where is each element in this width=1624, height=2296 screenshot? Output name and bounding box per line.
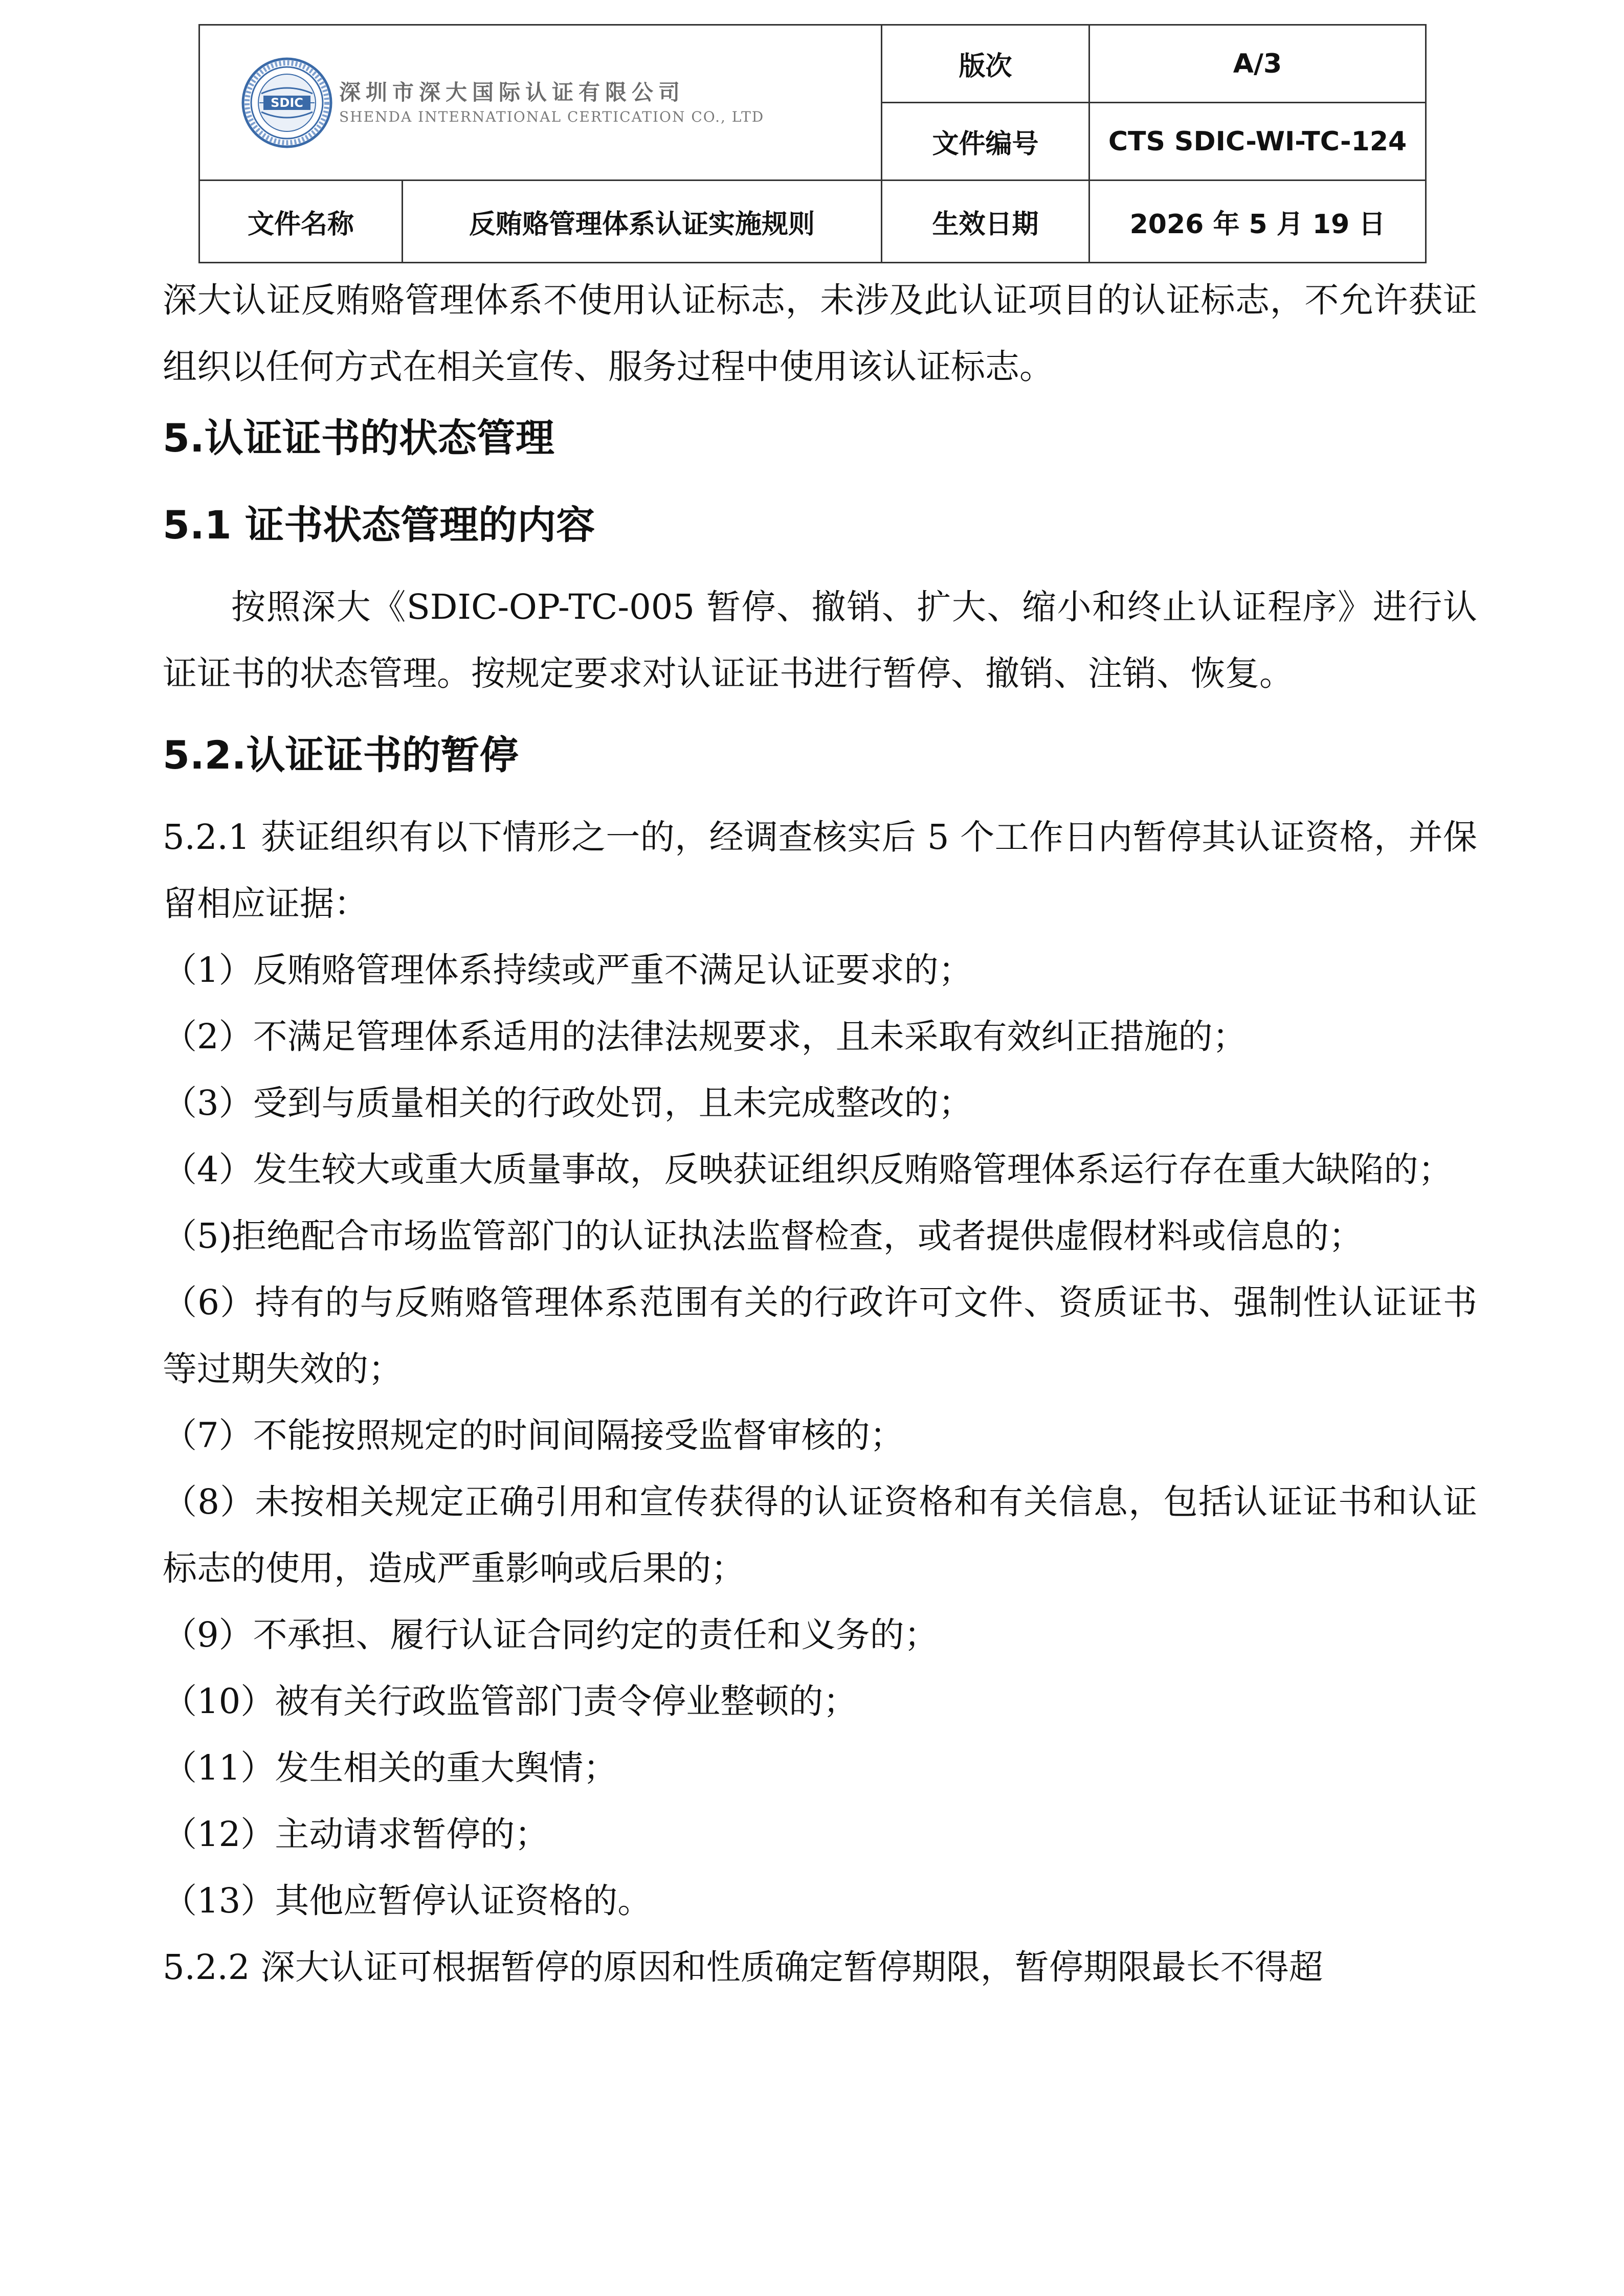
company-name-cn: 深圳市深大国际认证有限公司 [339,79,685,105]
list-item: （7）不能按照规定的时间间隔接受监督审核的； [163,1415,904,1455]
section-5-1-paragraph: 按照深大《SDIC-OP-TC-005 暂停、撤销、扩大、缩小和终止认证程序》进行认证证书的状态管理。按规定要求对认证证书进行暂停、撤销、注销、恢复。 [163,587,1477,693]
effective-date-label: 生效日期 [882,181,1089,263]
company-logo-cell [199,25,882,181]
list-item: （4）发生较大或重大质量事故，反映获证组织反贿赂管理体系运行存在重大缺陷的； [163,1150,1453,1189]
document-body [163,267,1477,2000]
document-header-table [198,24,1427,263]
list-item: （11）发生相关的重大舆情； [163,1748,618,1788]
version-label: 版次 [882,25,1089,103]
section-5-2-title: 5.2.认证证书的暂停 [163,732,519,778]
doc-number-label: 文件编号 [882,103,1089,181]
suspension-conditions-list [163,937,1477,1934]
intro-paragraph: 深大认证反贿赂管理体系不使用认证标志，未涉及此认证项目的认证标志，不允许获证组织以任何方式在相关宣传、服务过程中使用该认证标志。 [163,280,1477,387]
list-item: （3）受到与质量相关的行政处罚，且未完成整改的； [163,1083,973,1123]
doc-name-label: 文件名称 [199,181,403,263]
list-item: （2）不满足管理体系适用的法律法规要求，且未采取有效纠正措施的； [163,1017,1247,1056]
list-item: （5)拒绝配合市场监管部门的认证执法监督检查，或者提供虚假材料或信息的； [163,1216,1363,1256]
doc-name-value: 反贿赂管理体系认证实施规则 [403,181,882,263]
section-5-title: 5.认证证书的状态管理 [163,415,554,461]
company-name-en: SHENDA INTERNATIONAL CERTICATION CO., LTD [339,108,765,125]
company-seal-icon [241,57,333,149]
section-5-2-2-paragraph: 5.2.2 深大认证可根据暂停的原因和性质确定暂停期限，暂停期限最长不得超 [163,1947,1323,1987]
list-item: （8）未按相关规定正确引用和宣传获得的认证资格和有关信息，包括认证证书和认证标志的使用，造成严重影响或后果的； [163,1482,1477,1588]
doc-number-value: CTS SDIC-WI-TC-124 [1089,103,1426,181]
list-item: （9）不承担、履行认证合同约定的责任和义务的； [163,1615,939,1655]
svg-text:SDIC: SDIC [271,95,303,110]
effective-date-value: 2026 年 5 月 19 日 [1089,181,1426,263]
company-logo [241,57,881,149]
section-5-1-title: 5.1 证书状态管理的内容 [163,502,595,548]
list-item: （10）被有关行政监管部门责令停业整顿的； [163,1681,858,1721]
list-item: （6）持有的与反贿赂管理体系范围有关的行政许可文件、资质证书、强制性认证证书等过期失效的； [163,1282,1477,1389]
list-item: （12）主动请求暂停的； [163,1814,549,1854]
section-5-2-1-paragraph: 5.2.1 获证组织有以下情形之一的，经调查核实后 5 个工作日内暂停其认证资格，并保留相应证据： [163,817,1477,924]
version-value: A/3 [1089,25,1426,103]
list-item: （1）反贿赂管理体系持续或严重不满足认证要求的； [163,950,973,990]
list-item: （13）其他应暂停认证资格的。 [163,1881,652,1921]
